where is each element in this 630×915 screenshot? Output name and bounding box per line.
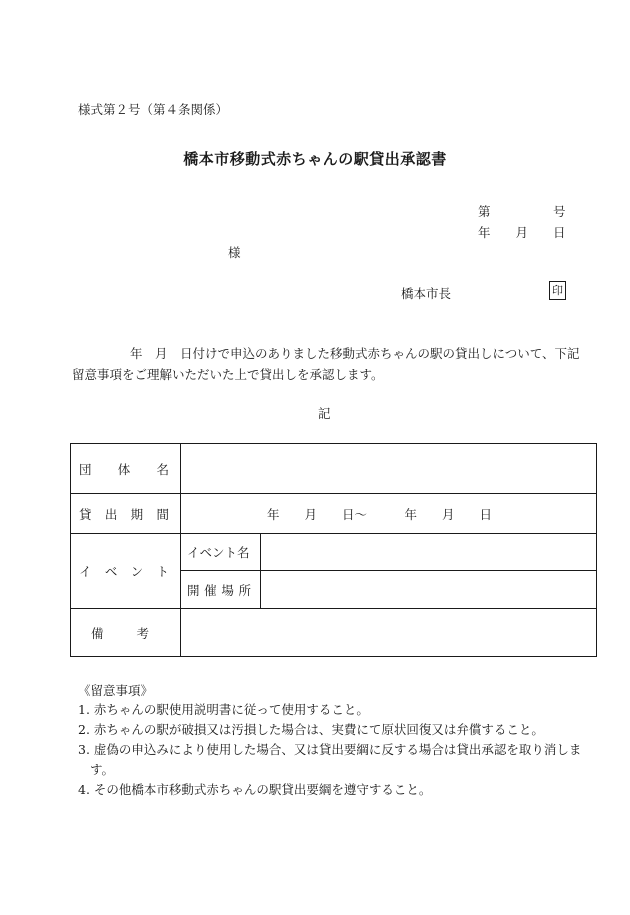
issuer-name: 橋本市長 xyxy=(401,286,452,301)
remarks-value-cell[interactable] xyxy=(181,609,597,657)
page-title: 橋本市移動式赤ちゃんの駅貸出承認書 xyxy=(183,150,447,168)
note-item: 2. 赤ちゃんの駅が破損又は汚損した場合は、実費にて原状回復又は弁償すること。 xyxy=(78,722,544,737)
period-label-char: 期 xyxy=(130,506,144,522)
document-number: 第 号 xyxy=(478,204,566,219)
venue-label-char: 開 xyxy=(187,582,200,598)
org-label-char: 体 xyxy=(117,461,131,477)
org-label-char: 団 xyxy=(79,461,92,477)
form-number: 様式第２号（第４条関係） xyxy=(78,102,229,117)
addressee-honorific: 様 xyxy=(228,245,241,260)
org-label-char: 名 xyxy=(156,461,169,477)
event-label-char: ベ xyxy=(104,564,118,579)
event-name-label-cell xyxy=(181,534,261,571)
approval-table xyxy=(70,443,597,657)
ki-heading: 記 xyxy=(318,406,331,421)
event-label-cell xyxy=(71,534,181,609)
note-item: 4. その他橋本市移動式赤ちゃんの駅貸出要綱を遵守すること。 xyxy=(78,782,432,797)
period-label-char: 貸 xyxy=(79,506,92,522)
remarks-label-cell xyxy=(71,609,181,657)
table-row-organization xyxy=(71,444,597,494)
period-label-char: 出 xyxy=(104,506,118,522)
event-label-char: ン xyxy=(130,564,144,579)
venue-label-char: 所 xyxy=(238,582,251,598)
table-row-period xyxy=(71,494,597,534)
venue-label-cell xyxy=(181,571,261,609)
event-label-char: ト xyxy=(156,564,169,579)
period-label-char: 間 xyxy=(156,506,169,522)
venue-label-char: 催 xyxy=(204,582,217,598)
seal-stamp: 印 xyxy=(549,281,566,300)
document-date: 年 月 日 xyxy=(478,225,566,240)
notes-title: 《留意事項》 xyxy=(78,683,154,698)
approval-body-text: 年 月 日付けで申込のありました移動式赤ちゃんの駅の貸出しについて、下記留意事項をご理解いただいた上で貸出しを承認します。 xyxy=(72,346,580,382)
note-item: 3. 虚偽の申込みにより使用した場合、又は貸出要綱に反する場合は貸出承認を取り消します。 xyxy=(78,742,582,777)
org-label-cell xyxy=(71,444,181,494)
table-row-remarks xyxy=(71,609,597,657)
venue-label-char: 場 xyxy=(221,582,234,598)
remarks-label-char: 備 xyxy=(91,625,104,641)
period-value-cell[interactable] xyxy=(181,494,597,534)
org-value-cell[interactable] xyxy=(181,444,597,494)
venue-value-cell[interactable] xyxy=(261,571,597,609)
note-item: 1. 赤ちゃんの駅使用説明書に従って使用すること。 xyxy=(78,702,369,717)
event-label-char: イ xyxy=(79,564,92,579)
table-row-event-name xyxy=(71,534,597,571)
period-label-cell xyxy=(71,494,181,534)
remarks-label-char: 考 xyxy=(136,625,149,641)
event-name-label: イベント名 xyxy=(187,545,250,560)
event-name-value-cell[interactable] xyxy=(261,534,597,571)
period-value: 年 月 日～ 年 月 日 xyxy=(267,506,493,522)
